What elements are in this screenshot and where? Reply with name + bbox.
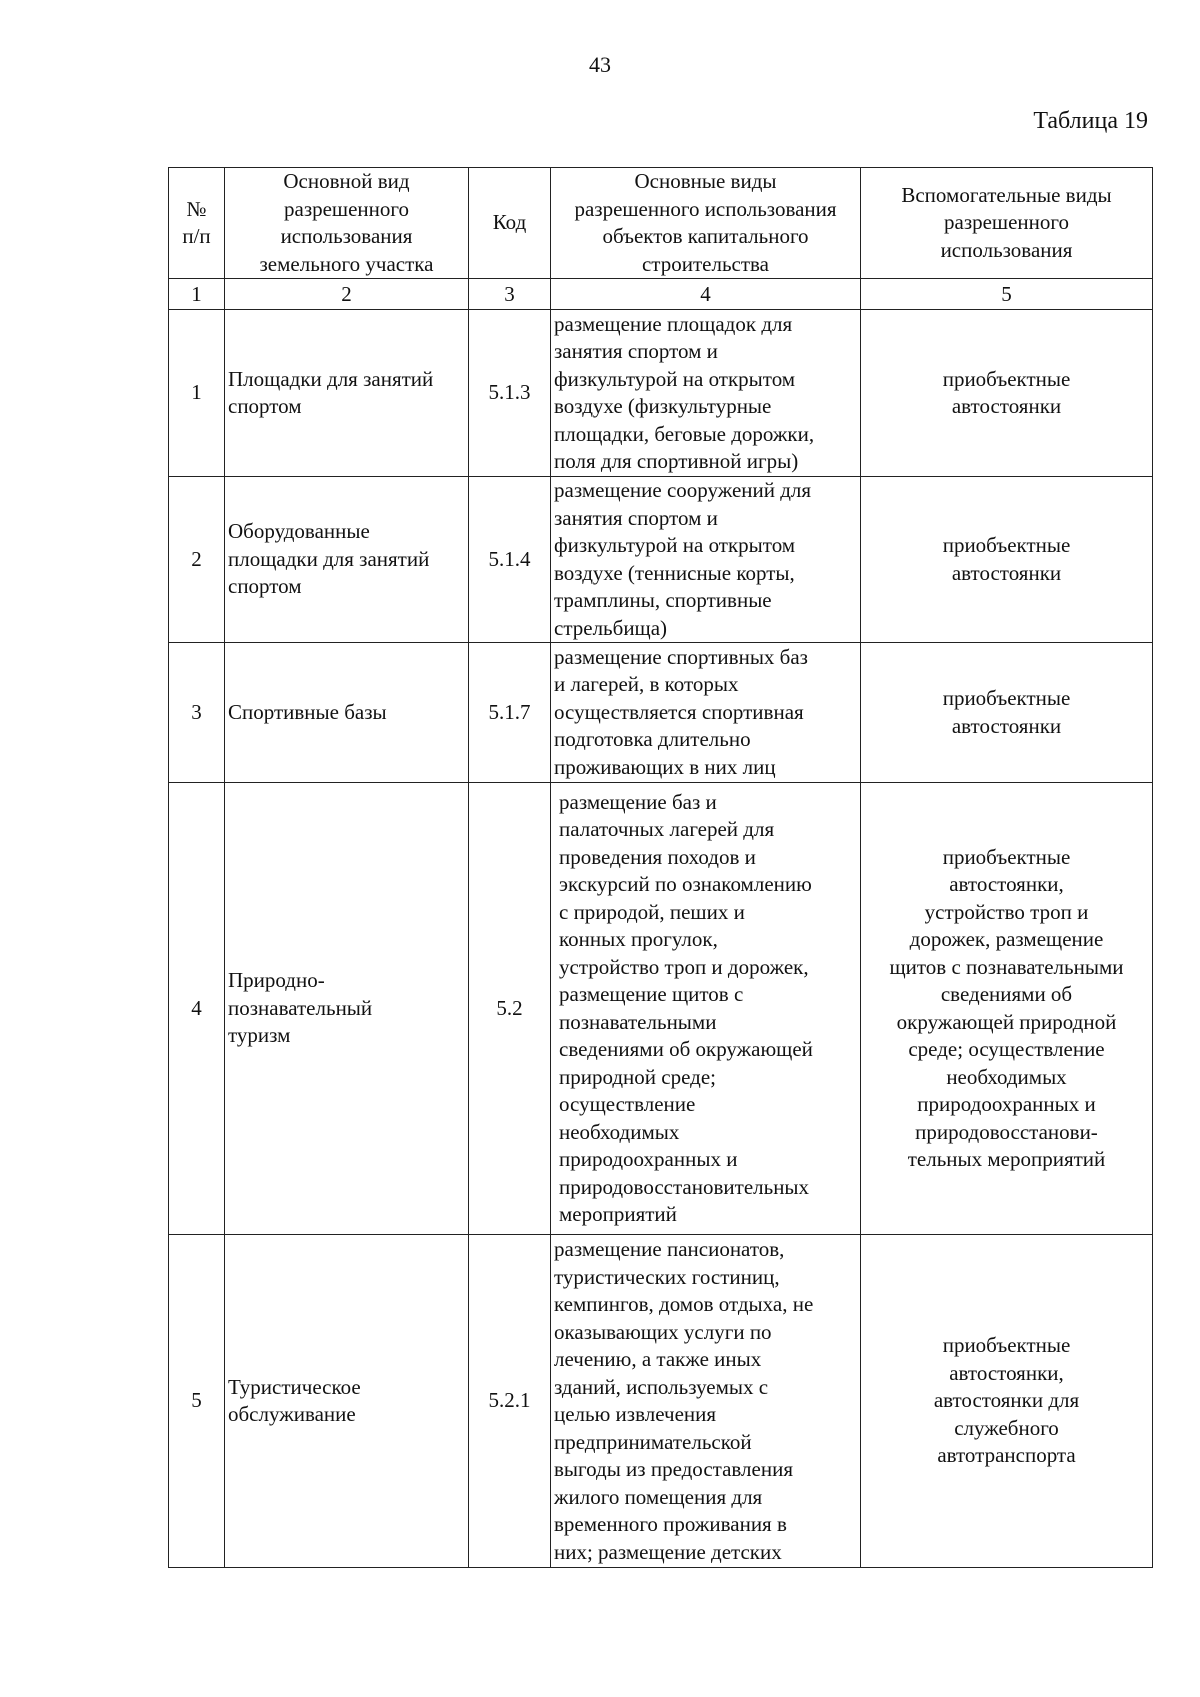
column-index-cell: 2: [225, 279, 469, 310]
header-code: Код: [469, 168, 551, 279]
basic-use-cell: размещение баз и палаточных лагерей для проведения походов и экскурсий по ознакомлению с природой, пеших и конных прогулок, устройство троп и дорожек, размещение щитов с познавательными сведениями об окружающей природной среде; осуществление необходимых природоохранных и природовосстановительных мероприятий: [551, 783, 861, 1235]
table-row: [169, 783, 1153, 1235]
table-row: [169, 643, 1153, 783]
header-basic-capital: Основные виды разрешенного использования объектов капитального строительства: [551, 168, 861, 279]
auxiliary-use-cell: приобъектные автостоянки, устройство троп и дорожек, размещение щитов с познавательными сведениями об окружающей природной среде; осуществление необходимых природоохранных и природовосстанови- тельных мероприятий: [861, 783, 1153, 1235]
auxiliary-use-cell: приобъектные автостоянки: [861, 643, 1153, 783]
row-number: 5: [169, 1235, 225, 1568]
main-use-cell: Туристическое обслуживание: [225, 1235, 469, 1568]
table-header-row: [169, 168, 1153, 279]
land-use-table: [168, 167, 1153, 1568]
page-number: 43: [589, 52, 611, 77]
code-cell: 5.1.4: [469, 477, 551, 643]
main-use-cell: Оборудованные площадки для занятий спортом: [225, 477, 469, 643]
table-row: [169, 1235, 1153, 1568]
table-caption: Таблица 19: [1033, 108, 1148, 134]
main-use-cell: Спортивные базы: [225, 643, 469, 783]
auxiliary-use-cell: приобъектные автостоянки: [861, 477, 1153, 643]
auxiliary-use-cell: приобъектные автостоянки: [861, 310, 1153, 477]
column-index-cell: 1: [169, 279, 225, 310]
main-use-cell: Природно- познавательный туризм: [225, 783, 469, 1235]
basic-use-cell: размещение спортивных баз и лагерей, в которых осуществляется спортивная подготовка длительно проживающих в них лиц: [551, 643, 861, 783]
header-auxiliary: Вспомогательные виды разрешенного использования: [861, 168, 1153, 279]
row-number: 3: [169, 643, 225, 783]
column-index-cell: 4: [551, 279, 861, 310]
code-cell: 5.2: [469, 783, 551, 1235]
code-cell: 5.2.1: [469, 1235, 551, 1568]
basic-use-cell: размещение площадок для занятия спортом и физкультурой на открытом воздухе (физкультурные площадки, беговые дорожки, поля для спортивной игры): [551, 310, 861, 477]
row-number: 2: [169, 477, 225, 643]
main-use-cell: Площадки для занятий спортом: [225, 310, 469, 477]
basic-use-cell: размещение сооружений для занятия спортом и физкультурой на открытом воздухе (теннисные корты, трамплины, спортивные стрельбища): [551, 477, 861, 643]
column-index-row: [169, 279, 1153, 310]
column-index-cell: 5: [861, 279, 1153, 310]
table-row: [169, 477, 1153, 643]
code-cell: 5.1.3: [469, 310, 551, 477]
column-index-cell: 3: [469, 279, 551, 310]
row-number: 4: [169, 783, 225, 1235]
auxiliary-use-cell: приобъектные автостоянки, автостоянки для служебного автотранспорта: [861, 1235, 1153, 1568]
header-main-use: Основной вид разрешенного использования земельного участка: [225, 168, 469, 279]
row-number: 1: [169, 310, 225, 477]
basic-use-cell: размещение пансионатов, туристических гостиниц, кемпингов, домов отдыха, не оказывающих услуги по лечению, а также иных зданий, используемых с целью извлечения предпринимательской выгоды из предоставления жилого помещения для временного проживания в них; размещение детских: [551, 1235, 861, 1568]
code-cell: 5.1.7: [469, 643, 551, 783]
header-num: № п/п: [169, 168, 225, 279]
table-row: [169, 310, 1153, 477]
